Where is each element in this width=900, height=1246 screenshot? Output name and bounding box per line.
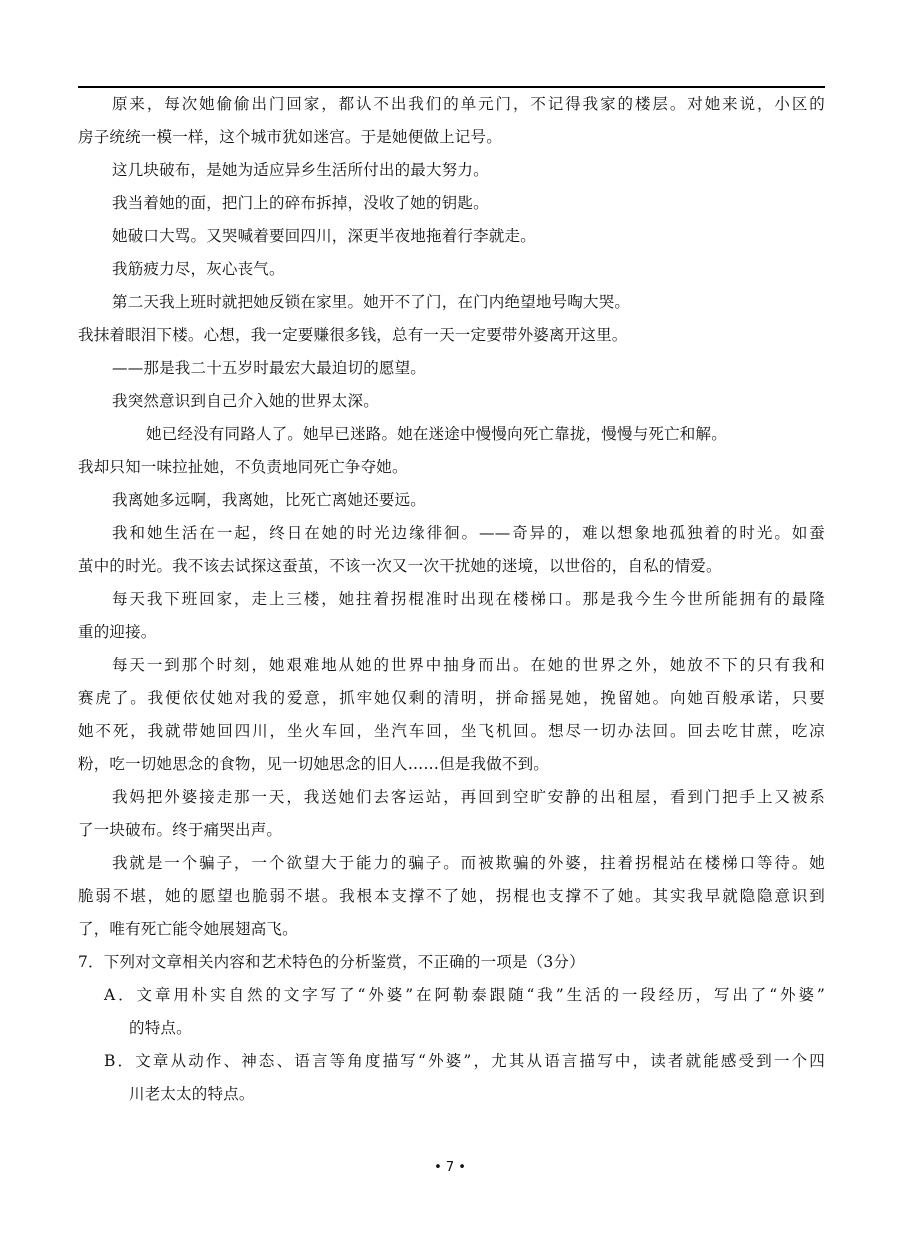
option-b-line: B．文章从动作、神态、语言等角度描写“外婆”，尤其从语言描写中，读者就能感受到一个四 bbox=[104, 1052, 825, 1070]
paragraph-line: 每天一到那个时刻，她艰难地从她的世界中抽身而出。在她的世界之外，她放不下的只有我和 bbox=[112, 656, 825, 674]
paragraph-line: 她已经没有同路人了。她早已迷路。她在迷途中慢慢向死亡靠拢，慢慢与死亡和解。 bbox=[146, 425, 727, 443]
paragraph-line: 重的迎接。 bbox=[78, 623, 157, 641]
paragraph-line: 我抹着眼泪下楼。心想，我一定要赚很多钱，总有一天一定要带外婆离开这里。 bbox=[78, 326, 628, 344]
option-a-line: 的特点。 bbox=[129, 1019, 192, 1037]
paragraph-line: ——那是我二十五岁时最宏大最迫切的愿望。 bbox=[112, 359, 427, 377]
paragraph-line: 房子统统一模一样，这个城市犹如迷宫。于是她便做上记号。 bbox=[78, 128, 502, 146]
paragraph-line: 第二天我上班时就把她反锁在家里。她开不了门，在门内绝望地号啕大哭。 bbox=[112, 293, 631, 311]
question-stem: 7．下列对文章相关内容和艺术特色的分析鉴赏，不正确的一项是（3分） bbox=[78, 953, 585, 971]
paragraph-line: 原来，每次她偷偷出门回家，都认不出我们的单元门，不记得我家的楼层。对她来说，小区的 bbox=[112, 95, 825, 113]
paragraph-line: 了，唯有死亡能令她展翅高飞。 bbox=[78, 920, 298, 938]
paragraph-line: 这几块破布，是她为适应异乡生活所付出的最大努力。 bbox=[112, 161, 489, 179]
paragraph-line: 茧中的时光。我不该去试探这蚕茧，不该一次又一次干扰她的迷境，以世俗的，自私的情爱。 bbox=[78, 557, 722, 575]
document-body bbox=[78, 88, 825, 1111]
paragraph-line: 粉，吃一切她思念的食物，见一切她思念的旧人……但是我做不到。 bbox=[78, 755, 550, 773]
paragraph-line: 她破口大骂。又哭喊着要回四川，深更半夜地拖着行李就走。 bbox=[112, 227, 536, 245]
paragraph-line: 我当着她的面，把门上的碎布拆掉，没收了她的钥匙。 bbox=[112, 194, 489, 212]
paragraph-line: 了一块破布。终于痛哭出声。 bbox=[78, 821, 283, 839]
paragraph-line: 她不死，我就带她回四川，坐火车回，坐汽车回，坐飞机回。想尽一切办法回。回去吃甘蔗，吃凉 bbox=[78, 722, 825, 740]
paragraph-line: 脆弱不堪，她的愿望也脆弱不堪。我根本支撑不了她，拐棍也支撑不了她。其实我早就隐隐意识到 bbox=[78, 887, 825, 905]
paragraph-line: 我就是一个骗子，一个欲望大于能力的骗子。而被欺骗的外婆，拄着拐棍站在楼梯口等待。她 bbox=[112, 854, 825, 872]
paragraph-line: 我却只知一味拉扯她，不负责地同死亡争夺她。 bbox=[78, 458, 408, 476]
paragraph-line: 我妈把外婆接走那一天，我送她们去客运站，再回到空旷安静的出租屋，看到门把手上又被系 bbox=[112, 788, 825, 806]
paragraph-line: 赛虎了。我便依仗她对我的爱意，抓牢她仅剩的清明，拼命摇晃她，挽留她。向她百般承诺，只要 bbox=[78, 689, 825, 707]
paragraph-line: 我筋疲力尽，灰心丧气。 bbox=[112, 260, 285, 278]
paragraph-line: 每天我下班回家，走上三楼，她拄着拐棍准时出现在楼梯口。那是我今生今世所能拥有的最隆 bbox=[112, 590, 825, 608]
paragraph-line: 我离她多远啊，我离她，比死亡离她还要远。 bbox=[112, 491, 427, 509]
option-b-line: 川老太太的特点。 bbox=[129, 1085, 255, 1103]
option-a-line: A．文章用朴实自然的文字写了“外婆”在阿勒泰跟随“我”生活的一段经历，写出了“外婆” bbox=[104, 986, 825, 1004]
paragraph-line: 我和她生活在一起，终日在她的时光边缘徘徊。——奇异的，难以想象地孤独着的时光。如蚕 bbox=[112, 524, 825, 542]
paragraph-line: 我突然意识到自己介入她的世界太深。 bbox=[112, 392, 379, 410]
page-number: • 7 • bbox=[434, 1160, 466, 1175]
